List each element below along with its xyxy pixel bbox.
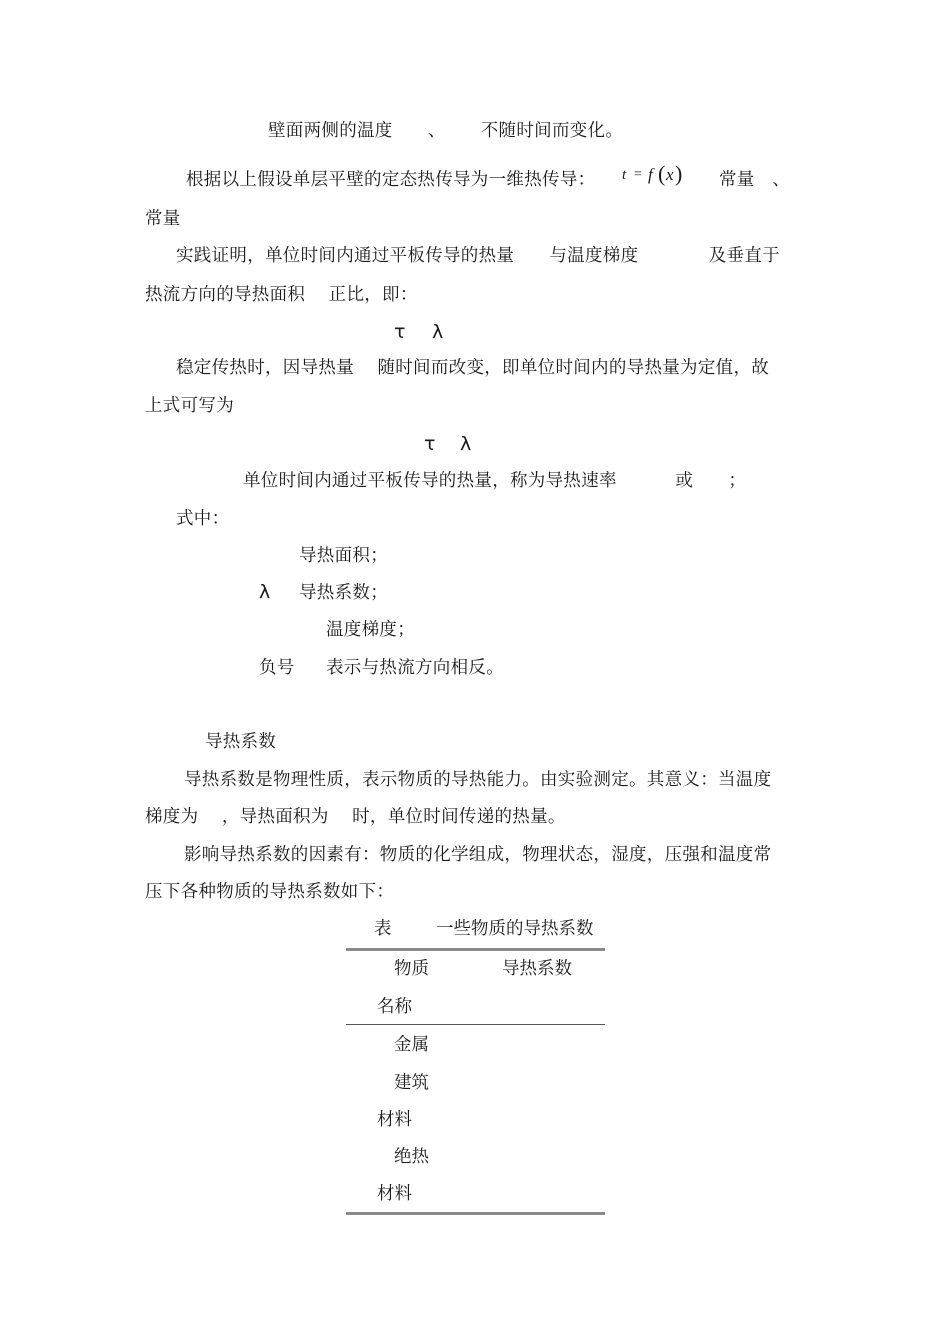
table-header-cell: 名称 bbox=[377, 997, 412, 1017]
table-row: 金属 bbox=[394, 1035, 429, 1055]
text-line: 热流方向的导热面积 正比，即： bbox=[145, 285, 418, 305]
table-caption-title: 一些物质的导热系数 bbox=[436, 919, 594, 939]
text-line: 稳定传热时，因导热量 随时间而改变，即单位时间内的导热量为定值，故 bbox=[176, 358, 770, 378]
definition-sign: 表示与热流方向相反。 bbox=[326, 658, 504, 678]
table-caption-label: 表 bbox=[374, 919, 392, 939]
table-header-rule bbox=[346, 1024, 605, 1025]
formula-tau: τ bbox=[394, 321, 406, 343]
table-row: 建筑 bbox=[394, 1073, 429, 1093]
text-line: 常量 、 bbox=[719, 170, 790, 190]
definition-area: 导热面积； bbox=[299, 546, 388, 566]
text-line: 实践证明，单位时间内通过平板传导的热量 与温度梯度 及垂直于 bbox=[176, 246, 780, 266]
text-line: 常量 bbox=[145, 209, 181, 229]
math-paren-left: ( bbox=[658, 161, 666, 186]
table-header-cell: 导热系数 bbox=[502, 959, 572, 979]
definition-lambda-symbol: λ bbox=[259, 581, 271, 603]
text-line: 式中： bbox=[176, 509, 230, 529]
math-var-t: t bbox=[622, 167, 627, 183]
text-line: 导热系数是物理性质，表示物质的导热能力。由实验测定。其意义：当温度 bbox=[184, 770, 772, 790]
formula-tau: τ bbox=[424, 433, 436, 455]
text-line: 根据以上假设单层平壁的定态热传导为一维热传导： bbox=[186, 170, 596, 190]
definition-sign-label: 负号 bbox=[259, 658, 295, 678]
text-line: 梯度为 ，导热面积为 时，单位时间传递的热量。 bbox=[145, 807, 566, 827]
table-header-cell: 物质 bbox=[394, 959, 429, 979]
text-line: 壁面两侧的温度 、 不随时间而变化。 bbox=[268, 121, 624, 141]
math-func-f: f bbox=[648, 165, 653, 184]
table-row: 材料 bbox=[377, 1184, 412, 1204]
text-line: 上式可写为 bbox=[145, 396, 234, 416]
math-paren-right: ) bbox=[675, 161, 683, 186]
formula-lambda: λ bbox=[432, 321, 444, 343]
table-row: 材料 bbox=[377, 1110, 412, 1130]
table-row: 绝热 bbox=[394, 1147, 429, 1167]
math-var-x: x bbox=[666, 165, 674, 184]
math-equals: = bbox=[634, 167, 642, 182]
table-top-rule bbox=[346, 948, 605, 951]
text-line: 单位时间内通过平板传导的热量，称为导热速率 或 ； bbox=[243, 471, 747, 491]
definition-gradient: 温度梯度； bbox=[326, 620, 415, 640]
definition-conductivity: 导热系数； bbox=[299, 583, 388, 603]
text-line: 压下各种物质的导热系数如下： bbox=[145, 882, 395, 902]
section-heading: 导热系数 bbox=[205, 732, 277, 752]
text-line: 影响导热系数的因素有：物质的化学组成，物理状态，湿度，压强和温度常 bbox=[184, 845, 772, 865]
table-bottom-rule bbox=[346, 1212, 605, 1215]
function-equation bbox=[622, 162, 684, 190]
formula-lambda: λ bbox=[460, 433, 472, 455]
